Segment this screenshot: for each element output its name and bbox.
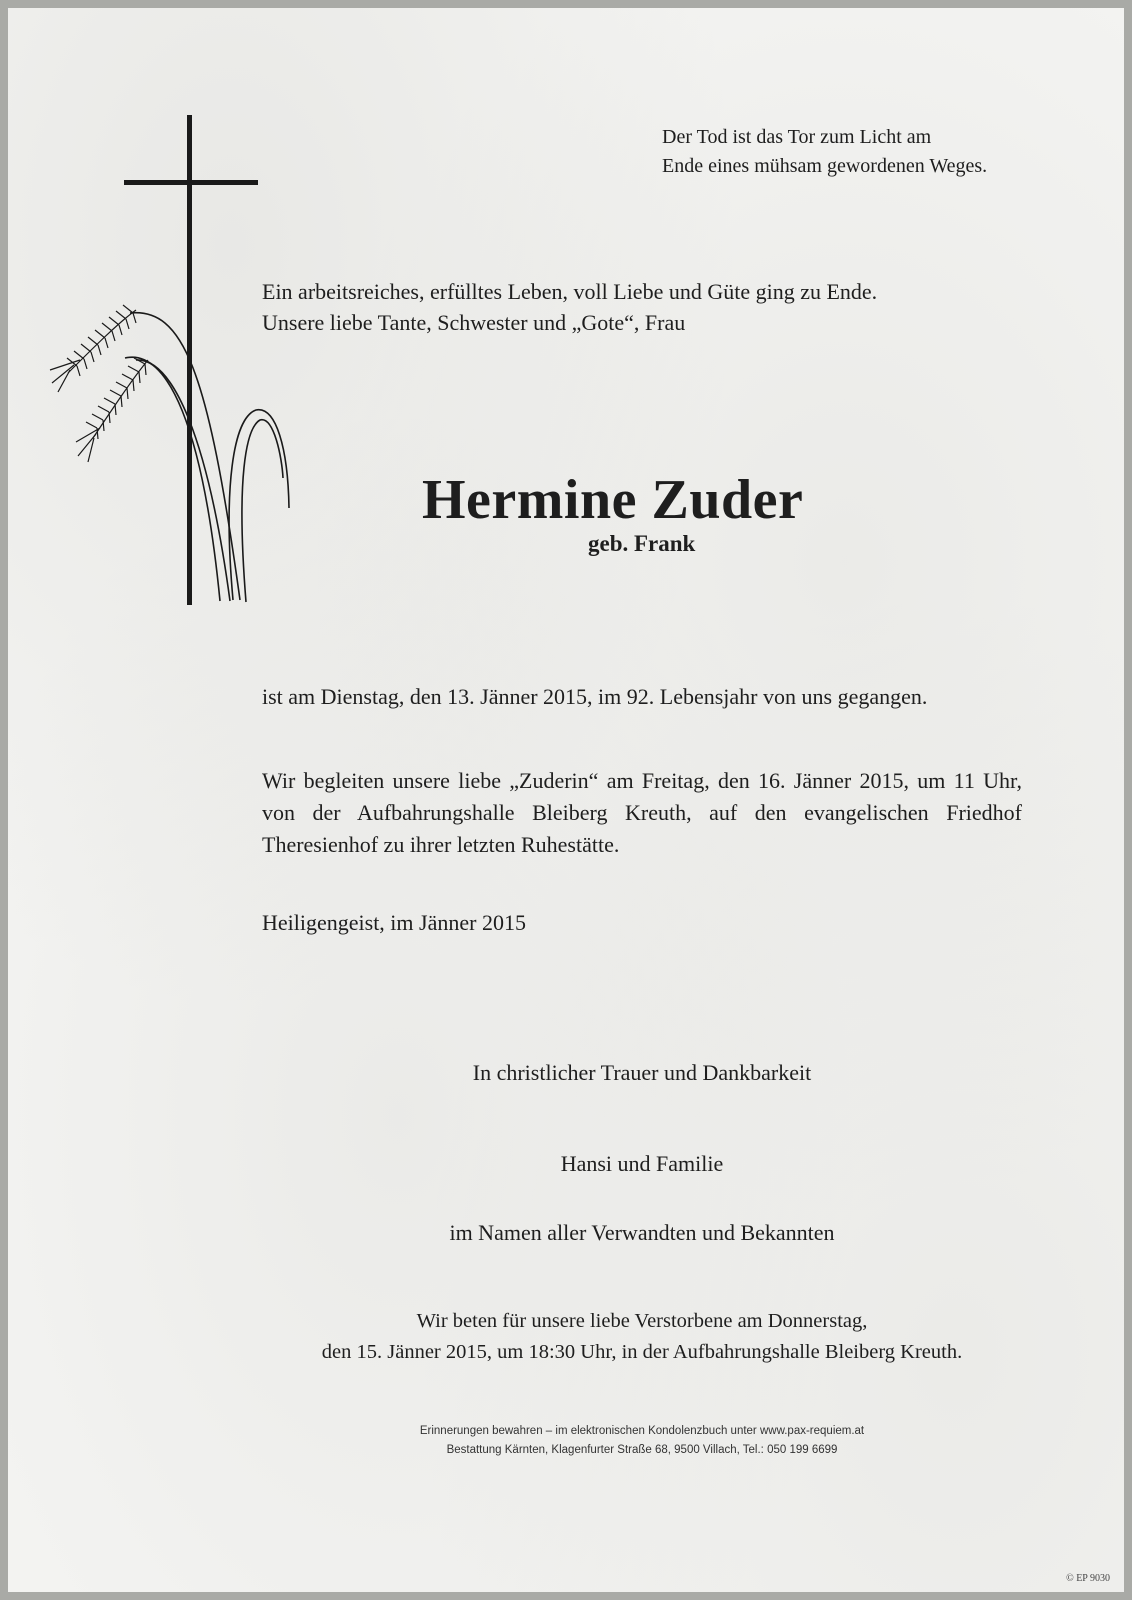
funeral-announcement: Wir begleiten unsere liebe „Zuderin“ am Freitag, den 16. Jänner 2015, um 11 Uhr, von der Aufbahrungshalle Bleiberg Kreuth, auf den evangelischen Friedhof Theresienhof zu ihrer letzten Ruhestätte. <box>262 768 1022 857</box>
wheat-ear-upper <box>50 305 136 392</box>
prayer-notice <box>262 1306 1022 1368</box>
motto-line-1: Der Tod ist das Tor zum Licht am <box>662 126 932 148</box>
intro-line-2: Unsere liebe Tante, Schwester und „Gote“, Frau <box>262 310 686 335</box>
deceased-name: Hermine Zuder <box>422 469 804 531</box>
wheat-stalks <box>125 313 289 602</box>
mourning-line: In christlicher Trauer und Dankbarkeit <box>472 1060 812 1085</box>
motto <box>662 123 987 181</box>
prayer-line-2: den 15. Jänner 2015, um 18:30 Uhr, in der Aufbahrungshalle Bleiberg Kreuth. <box>321 1341 963 1363</box>
birth-name: geb. Frank <box>588 531 696 556</box>
footer-line-1: Erinnerungen bewahren – im elektronischen Kondolenzbuch unter www.pax-requiem.at <box>419 1425 865 1437</box>
place-date: Heiligengeist, im Jänner 2015 <box>262 910 526 935</box>
copyright-code: © EP 9030 <box>1066 1573 1110 1584</box>
motto-line-2: Ende eines mühsam gewordenen Weges. <box>662 155 988 177</box>
intro-line-1: Ein arbeitsreiches, erfülltes Leben, voll Liebe und Güte ging zu Ende. <box>262 279 878 304</box>
wheat-ear-lower <box>76 358 148 462</box>
cross-horizontal-bar <box>124 180 258 185</box>
relatives-line: im Namen aller Verwandten und Bekannten <box>449 1220 835 1245</box>
footer <box>262 1422 1022 1460</box>
family-line: Hansi und Familie <box>560 1151 724 1176</box>
death-announcement: ist am Dienstag, den 13. Jänner 2015, im 92. Lebensjahr von uns gegangen. <box>262 684 928 709</box>
obituary-page <box>8 8 1124 1592</box>
prayer-line-1: Wir beten für unsere liebe Verstorbene am Donnerstag, <box>416 1310 868 1332</box>
footer-line-2: Bestattung Kärnten, Klagenfurter Straße 68, 9500 Villach, Tel.: 050 199 6699 <box>446 1444 838 1456</box>
intro <box>262 276 1022 338</box>
